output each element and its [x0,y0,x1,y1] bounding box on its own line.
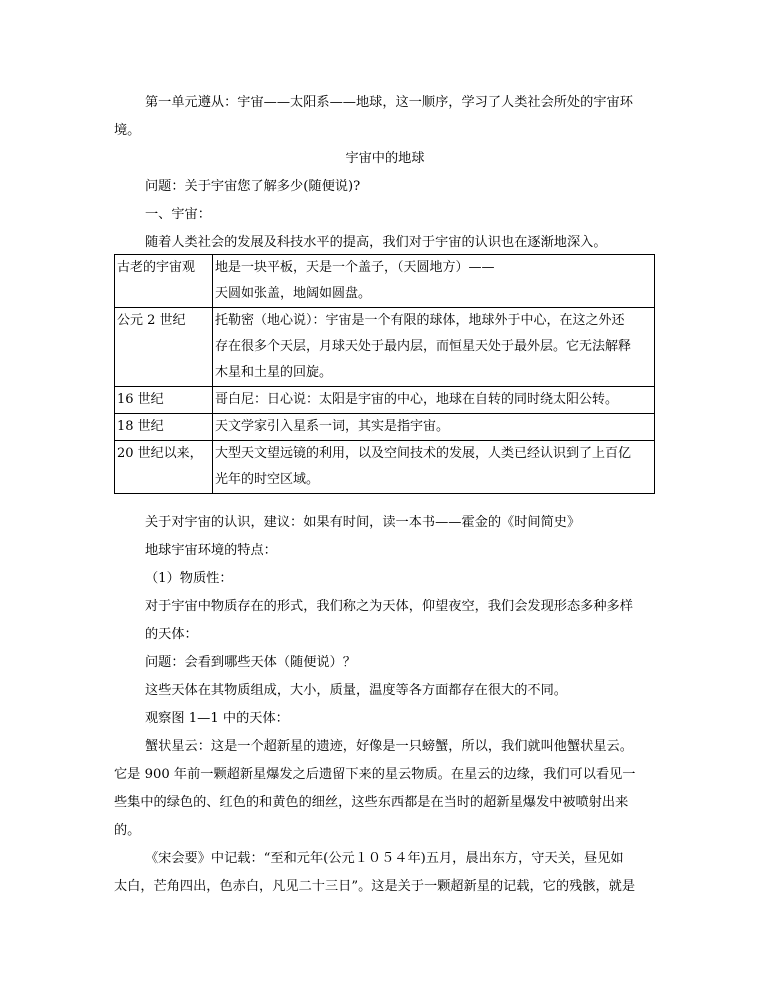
description-line: 天圆如张盖，地阔如圆盘。 [215,286,372,301]
description-cell [213,308,655,387]
crab-nebula-line-2: 它是 900 年前一颗超新星爆发之后遗留下来的星云物质。在星云的边缘，我们可以看见一 [114,767,636,782]
description-line: 托勒密（地心说）：宇宙是一个有限的球体，地球外于中心，在这之外还 [215,313,625,328]
reading-suggestion: 关于对宇宙的认识，建议：如果有时间，读一本书——霍金的《时间简史》 [145,515,581,530]
song-huiyao-line-1: 《宋会要》中记载：“至和元年(公元１０５４年)五月，晨出东方，守天关，昼见如 [145,851,624,866]
crab-nebula-line-1: 蟹状星云：这是一个超新星的遗迹，好像是一只螃蟹，所以，我们就叫他蟹状星云。 [145,739,633,754]
table-row [115,308,655,387]
description-cell [213,387,655,414]
observe-figure: 观察图 1—1 中的天体： [145,711,289,726]
table-row [115,441,655,494]
paragraph-celestial-bodies-line-1: 对于宇宙中物质存在的形式，我们称之为天体，仰望夜空，我们会发现形态多种多样 [145,599,633,614]
description-cell [213,414,655,441]
description-line: 哥白尼：日心说：太阳是宇宙的中心，地球在自转的同时绕太阳公转。 [215,392,619,407]
era-cell: 公元 2 世纪 [115,308,213,387]
table-row [115,414,655,441]
description-line: 天文学家引入星系一词，其实是指宇宙。 [215,419,450,434]
question-2: 问题：会看到哪些天体（随便说）？ [145,655,356,670]
material-heading: （1）物质性： [145,571,233,586]
description-cell [213,441,655,494]
era-cell: 古老的宇宙观 [115,255,213,308]
table-row [115,255,655,308]
description-line: 大型天文望远镜的利用，以及空间技术的发展，人类已经认识到了上百亿 [215,446,632,461]
intro-line-1: 第一单元遵从：宇宙——太阳系——地球，这一顺序，学习了人类社会所处的宇宙环 [145,95,633,110]
features-heading: 地球宇宙环境的特点： [145,543,277,558]
crab-nebula-line-3: 些集中的绿色的、红色的和黄色的细丝，这些东西都是在当时的超新星爆发中被喷射出来 [114,795,629,810]
description-line: 光年的时空区域。 [215,472,320,487]
cosmology-history-table [114,254,655,494]
paragraph-celestial-bodies-line-2: 的天体： [145,627,198,642]
era-cell: 20 世纪以来， [115,441,213,494]
crab-nebula-line-4: 的。 [114,823,141,838]
document-title: 宇宙中的地球 [345,151,425,166]
intro-line-2: 境。 [114,123,141,138]
era-cell: 16 世纪 [115,387,213,414]
description-line: 存在很多个天层，月球天处于最内层，而恒星天处于最外层。它无法解释 [215,339,632,354]
section-heading-universe: 一、宇宙： [145,207,211,222]
description-cell [213,255,655,308]
description-line: 地是一块平板，天是一个盖子，（天圆地方）—— [215,260,495,275]
paragraph-differences: 这些天体在其物质组成，大小，质量，温度等各方面都存在很大的不同。 [145,683,567,698]
question-1: 问题：关于宇宙您了解多少(随便说)? [145,179,361,194]
description-line: 木星和土星的回旋。 [215,365,333,380]
table-row [115,387,655,414]
era-cell: 18 世纪 [115,414,213,441]
lead-paragraph: 随着人类社会的发展及科技水平的提高，我们对于宇宙的认识也在逐渐地深入。 [145,235,607,250]
song-huiyao-line-2: 太白，芒角四出，色赤白，凡见二十三日”。这是关于一颗超新星的记载，它的残骸，就是 [114,879,636,894]
